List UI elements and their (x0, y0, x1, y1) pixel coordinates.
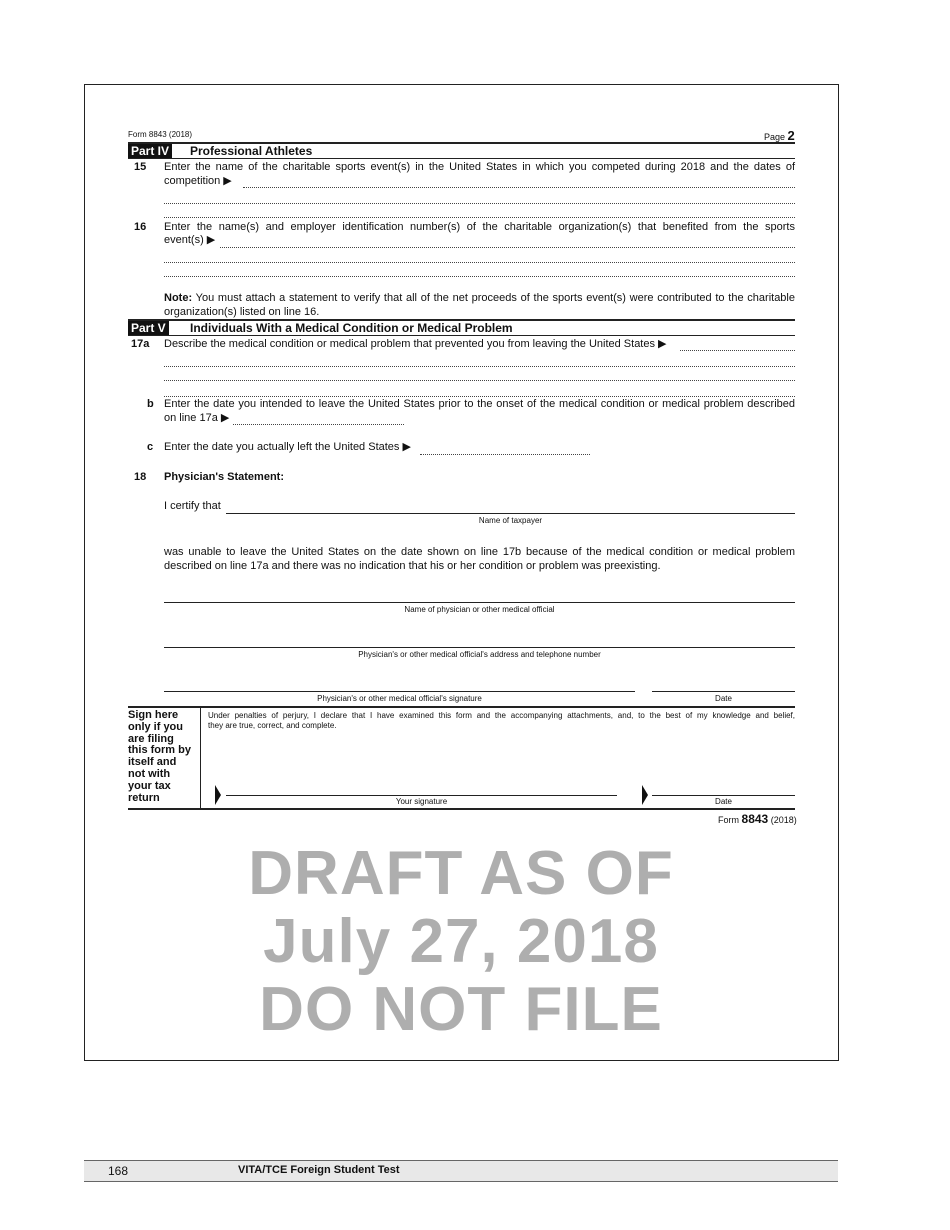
note-text (164, 292, 795, 305)
physician-date-field[interactable] (652, 691, 795, 692)
statement-text: was unable to leave the United States on the date shown on line 17b because of the medical condition or medical problem (164, 546, 795, 558)
physician-date-caption: Date (715, 694, 732, 703)
sign-label-line: only if you (128, 720, 183, 733)
line-17b-text2: on line 17a ▶ (164, 412, 230, 424)
line-17a-field-3[interactable] (164, 380, 795, 381)
sign-label-line: are filing (128, 732, 174, 745)
divider (200, 708, 201, 808)
page-footer (84, 1160, 838, 1182)
line-17b-num: b (147, 398, 154, 410)
declaration-text: Under penalties of perjury, I declare that I have examined this form and the accompanying attachments, and, to the best of my knowledge and belief, (208, 711, 795, 720)
watermark-line-3: DO NOT FILE (259, 975, 663, 1044)
statement-text2: described on line 17a and there was no indication that his or her condition or problem was preexisting. (164, 560, 661, 572)
part-v-title: Individuals With a Medical Condition or Medical Problem (190, 321, 513, 335)
line-16-field-2[interactable] (164, 262, 795, 263)
part-iv-label: Part IV (128, 144, 172, 158)
arrow-icon (215, 785, 221, 805)
line-17c-field[interactable] (420, 454, 590, 455)
footer-page-number: 168 (108, 1164, 129, 1178)
line-17c-text: Enter the date you actually left the United States ▶ (164, 441, 411, 453)
taxpayer-caption: Name of taxpayer (478, 516, 543, 525)
watermark-line-1: DRAFT AS OF (248, 839, 674, 908)
line-17a-field-2[interactable] (164, 366, 795, 367)
line-17b-field[interactable] (233, 424, 404, 425)
form-footer-number: 8843 (741, 812, 769, 826)
form-footer-prefix: Form (718, 815, 739, 825)
divider (128, 706, 795, 708)
sign-label-line: return (128, 791, 160, 804)
arrow-icon (642, 785, 648, 805)
declaration-text2: they are true, correct, and complete. (208, 721, 337, 730)
your-signature-caption: Your signature (395, 797, 448, 806)
physician-address-caption: Physician's or other medical official's address and telephone number (358, 650, 601, 659)
physician-address-field[interactable] (164, 647, 795, 648)
line-17a-text: Describe the medical condition or medical problem that prevented you from leaving the United States ▶ (164, 338, 667, 350)
sign-label-line: Sign here (128, 709, 179, 721)
note-body: You must attach a statement to verify that all of the net proceeds of the sports event(s) were contributed to the charitable (192, 292, 795, 304)
sign-date-field[interactable] (652, 795, 795, 796)
line-15-text2: competition ▶ (164, 175, 232, 187)
page-num: 2 (787, 128, 795, 143)
line-15-field-3[interactable] (164, 217, 795, 218)
physician-signature-caption: Physician's or other medical official's signature (317, 694, 482, 703)
line-16-text2: event(s) ▶ (164, 234, 216, 246)
page-label: Page (764, 132, 786, 142)
line-17b-text: Enter the date you intended to leave the United States prior to the onset of the medical condition or medical problem described (164, 398, 795, 410)
line-17c-num: c (147, 441, 154, 453)
form-footer-year: (2018) (770, 815, 797, 825)
form-footer (718, 812, 797, 826)
line-16-field[interactable] (220, 247, 795, 248)
line-16-field-3[interactable] (164, 276, 795, 277)
sign-here-label (128, 710, 191, 804)
line-17a-num: 17a (131, 338, 150, 350)
taxpayer-name-field[interactable] (226, 513, 795, 514)
physician-name-caption: Name of physician or other medical official (404, 605, 555, 614)
sign-date-caption: Date (715, 797, 732, 806)
sign-label-line: not with (128, 767, 171, 780)
your-signature-field[interactable] (226, 795, 617, 796)
line-15-text: Enter the name of the charitable sports event(s) in the United States in which you competed during 2018 and the dates of (164, 161, 795, 173)
sign-label-line: this form by (128, 744, 191, 757)
divider (128, 808, 795, 810)
divider (128, 335, 795, 336)
line-15-num: 15 (134, 161, 147, 173)
part-v-label: Part V (128, 321, 169, 335)
line-18-title: Physician's Statement: (164, 471, 284, 483)
note-text2: organization(s) listed on line 16. (164, 306, 320, 318)
line-17a-field[interactable] (680, 350, 795, 351)
footer-title: VITA/TCE Foreign Student Test (238, 1164, 400, 1176)
sign-label-line: itself and (128, 756, 177, 769)
line-16-text: Enter the name(s) and employer identification number(s) of the charitable organization(s) that benefited from the sports (164, 221, 795, 233)
divider (128, 158, 795, 159)
physician-signature-field[interactable] (164, 691, 635, 692)
line-17a-field-4[interactable] (164, 396, 795, 397)
note-label: Note: (164, 292, 193, 304)
line-18-num: 18 (134, 471, 147, 483)
part-iv-title: Professional Athletes (190, 144, 313, 158)
page-number (764, 128, 795, 143)
form-label: Form 8843 (2018) (128, 130, 193, 139)
line-16-num: 16 (134, 221, 147, 233)
line-15-field-2[interactable] (164, 203, 795, 204)
certify-label: I certify that (164, 500, 221, 512)
sign-label-line: your tax (128, 779, 171, 792)
physician-name-field[interactable] (164, 602, 795, 603)
line-15-field[interactable] (243, 187, 795, 188)
watermark-line-2: July 27, 2018 (263, 907, 659, 976)
